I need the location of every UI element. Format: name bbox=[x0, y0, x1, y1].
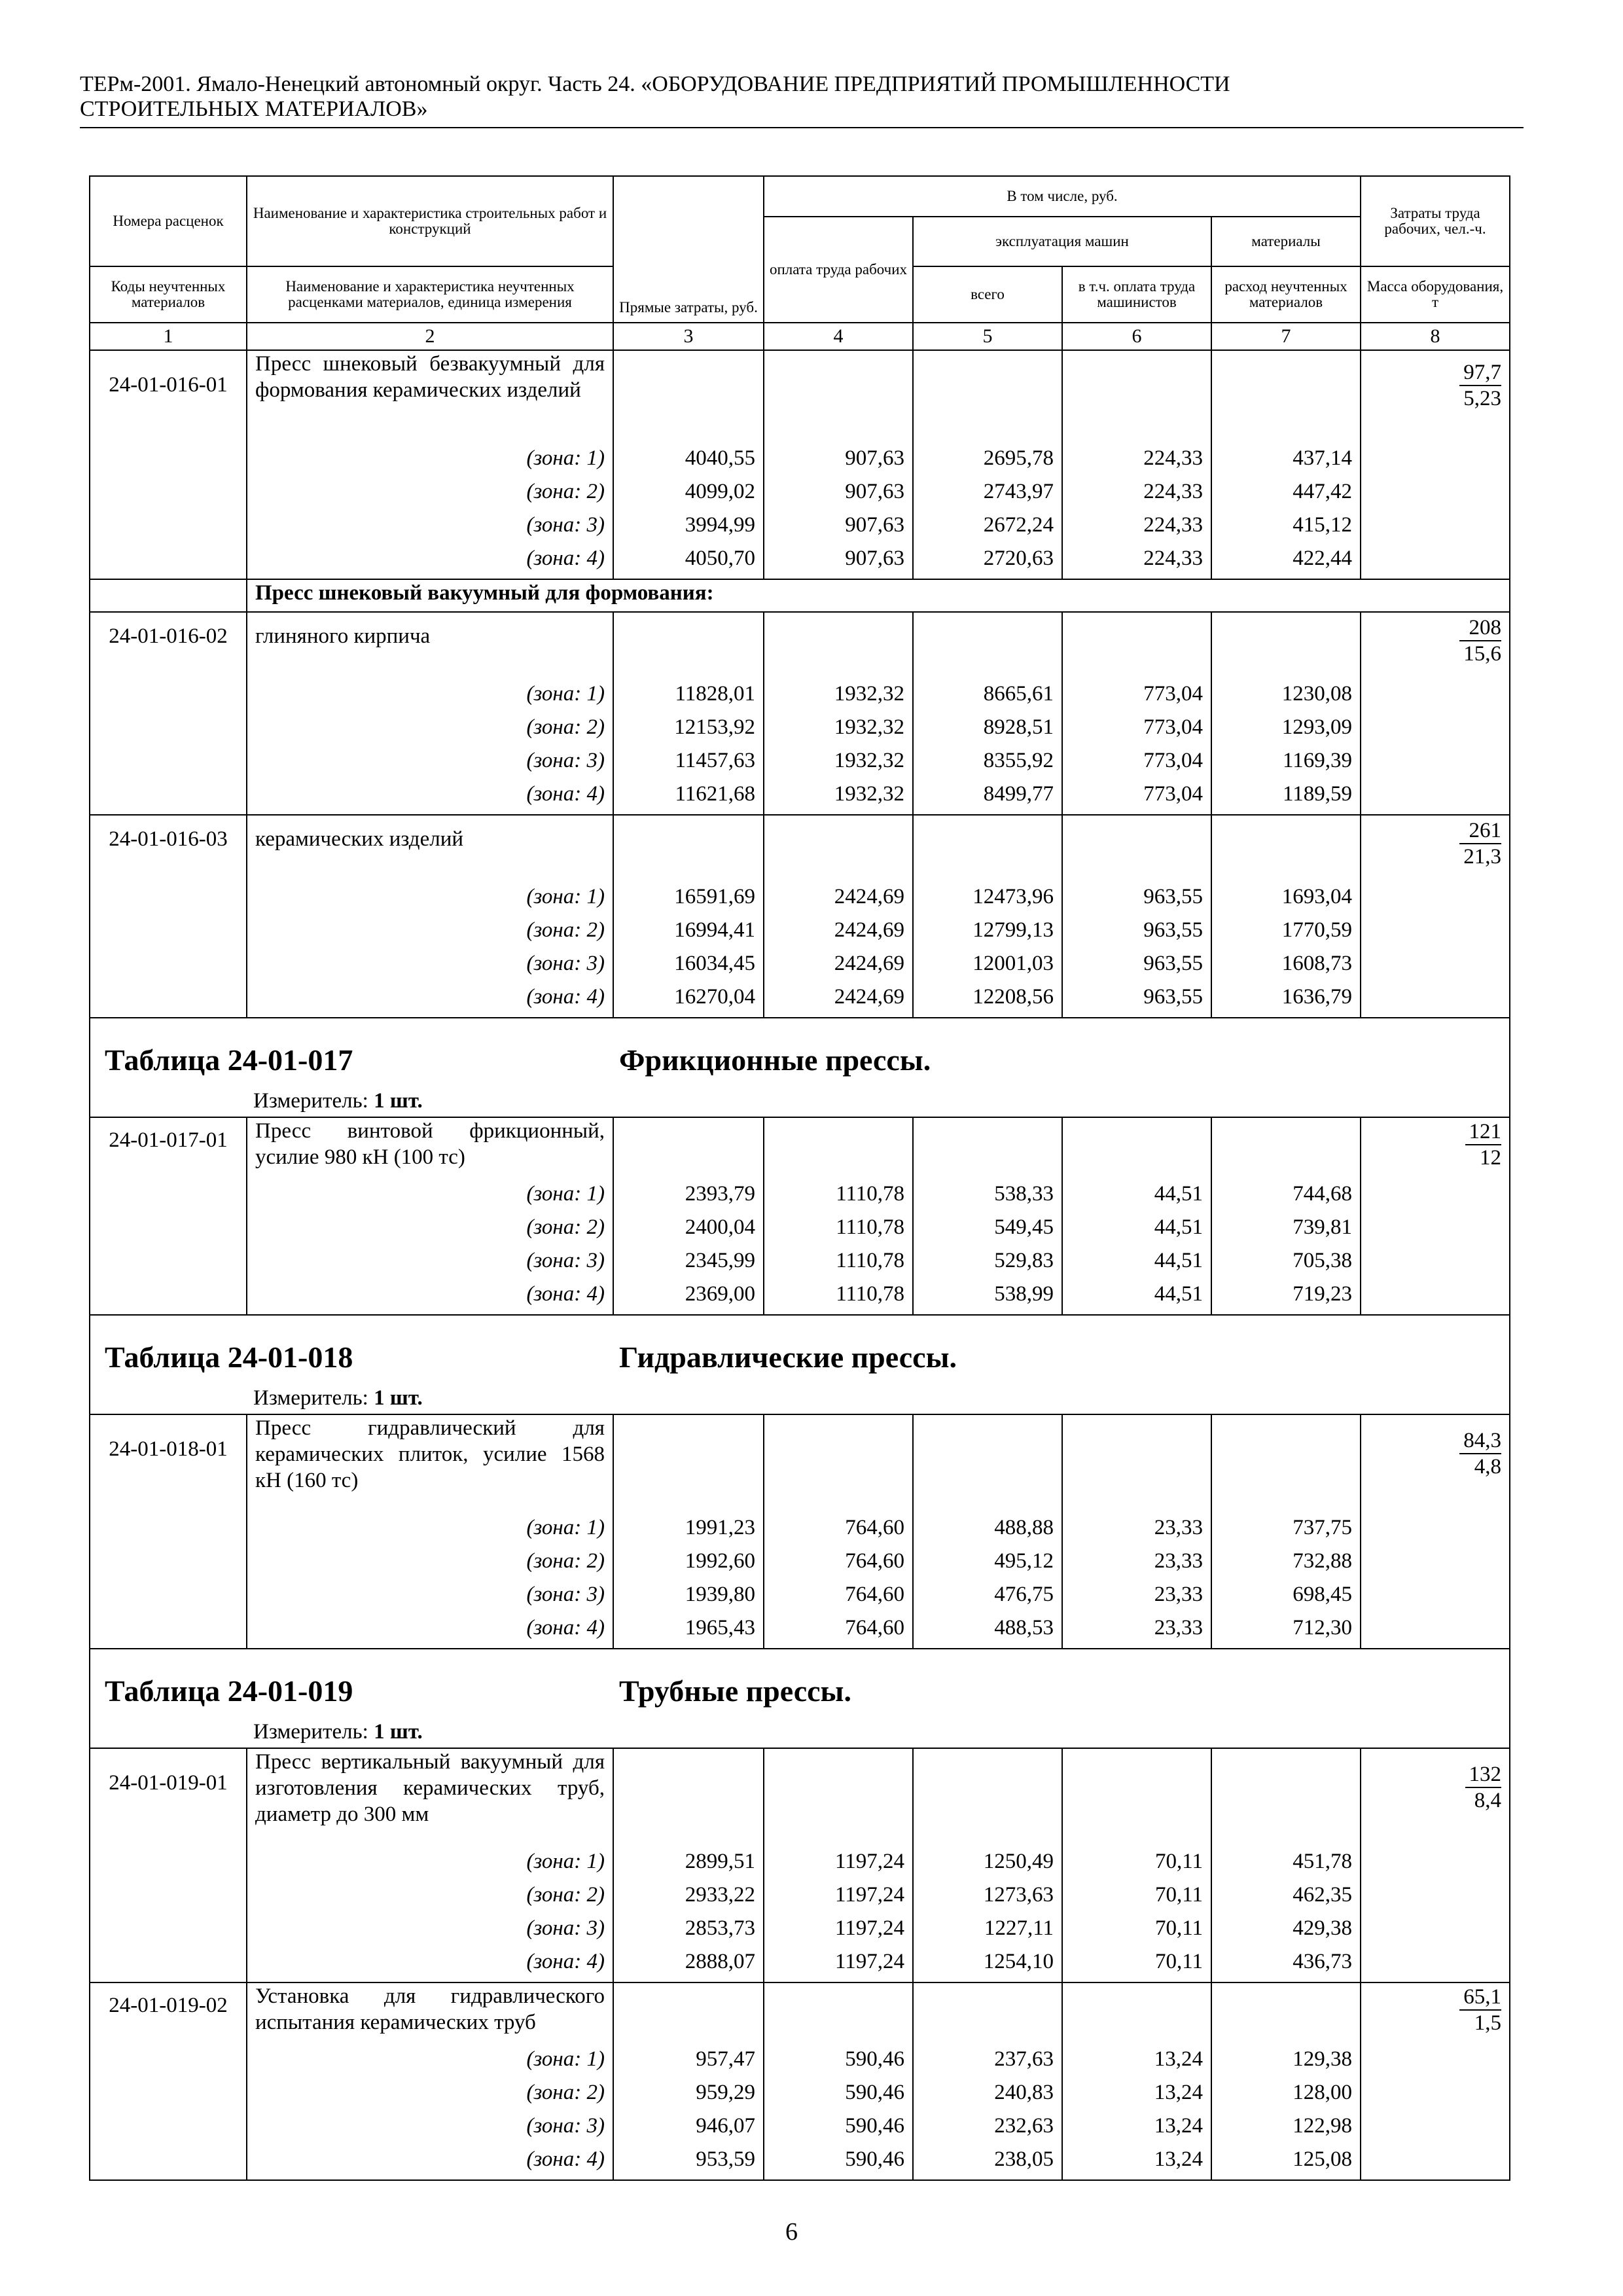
cell-machines: 488,53 bbox=[913, 1615, 1062, 1649]
entry-header-row bbox=[90, 815, 1510, 884]
col-number: 5 bbox=[913, 323, 1062, 350]
cell-machinists: 224,33 bbox=[1062, 512, 1211, 545]
cell-direct: 2899,51 bbox=[613, 1848, 764, 1882]
group-title-row bbox=[90, 579, 1510, 612]
cell-machinists: 70,11 bbox=[1062, 1915, 1211, 1948]
col-number: 3 bbox=[613, 323, 764, 350]
cell-wages: 907,63 bbox=[764, 512, 913, 545]
zone-label: (зона: 2) bbox=[247, 1548, 613, 1581]
cell-machines: 237,63 bbox=[913, 2046, 1062, 2079]
entry-header-row bbox=[90, 350, 1510, 445]
cell-wages: 590,46 bbox=[764, 2113, 913, 2146]
labor-mass-fraction bbox=[1361, 815, 1510, 884]
rate-code: 24-01-016-01 bbox=[90, 350, 247, 445]
measure-value: 1 шт. bbox=[374, 1386, 423, 1410]
zone-row bbox=[90, 445, 1510, 478]
cell-machinists: 13,24 bbox=[1062, 2146, 1211, 2180]
cell-machinists: 23,33 bbox=[1062, 1515, 1211, 1548]
cell-machines: 488,88 bbox=[913, 1515, 1062, 1548]
cell-wages: 1197,24 bbox=[764, 1915, 913, 1948]
cell-wages: 1932,32 bbox=[764, 747, 913, 781]
zone-row bbox=[90, 512, 1510, 545]
zone-row bbox=[90, 1247, 1510, 1281]
cell-direct: 1965,43 bbox=[613, 1615, 764, 1649]
cell-machinists: 773,04 bbox=[1062, 781, 1211, 815]
zone-label: (зона: 3) bbox=[247, 1581, 613, 1615]
cell-materials: 1230,08 bbox=[1211, 681, 1361, 714]
cell-materials: 436,73 bbox=[1211, 1948, 1361, 1982]
column-numbers-row bbox=[90, 323, 1510, 350]
zone-row bbox=[90, 747, 1510, 781]
cell-machines: 12208,56 bbox=[913, 984, 1062, 1018]
cell-wages: 1932,32 bbox=[764, 781, 913, 815]
cell-materials: 1293,09 bbox=[1211, 714, 1361, 747]
zone-row bbox=[90, 2079, 1510, 2113]
cell-machinists: 44,51 bbox=[1062, 1181, 1211, 1214]
col-header-material-consumption: расход неучтенных материалов bbox=[1211, 266, 1361, 323]
zone-label: (зона: 1) bbox=[247, 1515, 613, 1548]
cell-wages: 1932,32 bbox=[764, 714, 913, 747]
col-number: 4 bbox=[764, 323, 913, 350]
mass-value: 1,5 bbox=[1474, 2011, 1502, 2035]
cell-materials: 451,78 bbox=[1211, 1848, 1361, 1882]
zone-row bbox=[90, 1548, 1510, 1581]
cell-wages: 1197,24 bbox=[764, 1848, 913, 1882]
zone-row bbox=[90, 1915, 1510, 1948]
rate-code: 24-01-019-02 bbox=[90, 1982, 247, 2046]
cell-materials: 422,44 bbox=[1211, 545, 1361, 579]
zone-row bbox=[90, 917, 1510, 950]
cell-machinists: 773,04 bbox=[1062, 747, 1211, 781]
zone-label: (зона: 1) bbox=[247, 1181, 613, 1214]
cell-materials: 128,00 bbox=[1211, 2079, 1361, 2113]
mass-value: 12 bbox=[1480, 1146, 1502, 1170]
rate-code: 24-01-016-03 bbox=[90, 815, 247, 884]
cell-wages: 1110,78 bbox=[764, 1181, 913, 1214]
cell-direct: 16270,04 bbox=[613, 984, 764, 1018]
zone-row bbox=[90, 1848, 1510, 1882]
cell-machines: 529,83 bbox=[913, 1247, 1062, 1281]
rate-name: Пресс вертикальный вакуумный для изготовления керамических труб, диаметр до 300 мм bbox=[247, 1748, 613, 1848]
rate-name: глиняного кирпича bbox=[247, 612, 613, 681]
rate-name: керамических изделий bbox=[247, 815, 613, 884]
cell-materials: 737,75 bbox=[1211, 1515, 1361, 1548]
mass-value: 5,23 bbox=[1463, 387, 1502, 410]
cell-machines: 8499,77 bbox=[913, 781, 1062, 815]
cell-direct: 16994,41 bbox=[613, 917, 764, 950]
cell-wages: 907,63 bbox=[764, 445, 913, 478]
rate-code: 24-01-019-01 bbox=[90, 1748, 247, 1848]
zone-row bbox=[90, 2113, 1510, 2146]
cell-machinists: 13,24 bbox=[1062, 2079, 1211, 2113]
cell-materials: 1693,04 bbox=[1211, 884, 1361, 917]
table-number: Таблица 24-01-018 bbox=[105, 1340, 353, 1374]
cell-machines: 12799,13 bbox=[913, 917, 1062, 950]
zone-label: (зона: 2) bbox=[247, 478, 613, 512]
cell-materials: 437,14 bbox=[1211, 445, 1361, 478]
cell-machinists: 963,55 bbox=[1062, 884, 1211, 917]
labor-mass-fraction bbox=[1361, 1117, 1510, 1181]
header-rule bbox=[80, 127, 1524, 128]
cell-machines: 1227,11 bbox=[913, 1915, 1062, 1948]
zone-label: (зона: 4) bbox=[247, 1948, 613, 1982]
cell-wages: 764,60 bbox=[764, 1581, 913, 1615]
table-measure bbox=[253, 1385, 423, 1411]
cell-materials: 1770,59 bbox=[1211, 917, 1361, 950]
table-measure bbox=[253, 1719, 423, 1745]
cell-wages: 2424,69 bbox=[764, 984, 913, 1018]
rate-name: Пресс винтовой фрикционный, усилие 980 кН (100 тс) bbox=[247, 1117, 613, 1181]
running-header-line-2: СТРОИТЕЛЬНЫХ МАТЕРИАЛОВ» bbox=[80, 97, 428, 121]
mass-value: 4,8 bbox=[1474, 1455, 1502, 1479]
cell-machines: 8928,51 bbox=[913, 714, 1062, 747]
cell-direct: 1991,23 bbox=[613, 1515, 764, 1548]
zone-label: (зона: 4) bbox=[247, 1281, 613, 1315]
zone-label: (зона: 3) bbox=[247, 2113, 613, 2146]
cell-direct: 946,07 bbox=[613, 2113, 764, 2146]
cell-direct: 957,47 bbox=[613, 2046, 764, 2079]
zone-label: (зона: 3) bbox=[247, 512, 613, 545]
cell-machines: 240,83 bbox=[913, 2079, 1062, 2113]
cell-wages: 590,46 bbox=[764, 2046, 913, 2079]
cell-machines: 2672,24 bbox=[913, 512, 1062, 545]
cell-machinists: 963,55 bbox=[1062, 950, 1211, 984]
cell-direct: 2400,04 bbox=[613, 1214, 764, 1247]
col-number: 6 bbox=[1062, 323, 1211, 350]
labor-mass-fraction bbox=[1361, 1982, 1510, 2046]
cell-direct: 12153,92 bbox=[613, 714, 764, 747]
cell-wages: 2424,69 bbox=[764, 917, 913, 950]
cell-machines: 538,99 bbox=[913, 1281, 1062, 1315]
cell-machinists: 773,04 bbox=[1062, 714, 1211, 747]
cell-machinists: 224,33 bbox=[1062, 445, 1211, 478]
table-title-row bbox=[90, 1018, 1510, 1117]
measure-value: 1 шт. bbox=[374, 1089, 423, 1113]
col-header-name: Наименование и характеристика строительных работ и конструкций bbox=[247, 176, 613, 266]
zone-label: (зона: 4) bbox=[247, 545, 613, 579]
col-header-machines-total: всего bbox=[913, 266, 1062, 323]
rate-name: Установка для гидравлического испытания керамических труб bbox=[247, 1982, 613, 2046]
measure-label: Измеритель: bbox=[253, 1386, 368, 1410]
cell-direct: 2393,79 bbox=[613, 1181, 764, 1214]
rate-code: 24-01-016-02 bbox=[90, 612, 247, 681]
cell-direct: 11621,68 bbox=[613, 781, 764, 815]
zone-label: (зона: 4) bbox=[247, 984, 613, 1018]
col-number: 1 bbox=[90, 323, 247, 350]
zone-row bbox=[90, 714, 1510, 747]
cell-machinists: 70,11 bbox=[1062, 1882, 1211, 1915]
zone-row bbox=[90, 1615, 1510, 1649]
zone-row bbox=[90, 1214, 1510, 1247]
table-heading: Гидравлические прессы. bbox=[619, 1340, 957, 1374]
cell-machines: 1273,63 bbox=[913, 1882, 1062, 1915]
table-number: Таблица 24-01-017 bbox=[105, 1043, 353, 1077]
entry-header-row bbox=[90, 1748, 1510, 1848]
cell-machines: 8355,92 bbox=[913, 747, 1062, 781]
zone-label: (зона: 2) bbox=[247, 1214, 613, 1247]
cell-direct: 3994,99 bbox=[613, 512, 764, 545]
cell-machines: 12473,96 bbox=[913, 884, 1062, 917]
cell-wages: 590,46 bbox=[764, 2079, 913, 2113]
zone-row bbox=[90, 2146, 1510, 2180]
cell-direct: 1992,60 bbox=[613, 1548, 764, 1581]
table-title-row bbox=[90, 1315, 1510, 1414]
header-row-1 bbox=[90, 176, 1510, 217]
col-number: 8 bbox=[1361, 323, 1510, 350]
cell-machines: 1250,49 bbox=[913, 1848, 1062, 1882]
cell-machinists: 44,51 bbox=[1062, 1214, 1211, 1247]
cell-machines: 2743,97 bbox=[913, 478, 1062, 512]
zone-label: (зона: 2) bbox=[247, 1882, 613, 1915]
cell-materials: 122,98 bbox=[1211, 2113, 1361, 2146]
cell-materials: 462,35 bbox=[1211, 1882, 1361, 1915]
cell-machinists: 23,33 bbox=[1062, 1548, 1211, 1581]
cell-direct: 2369,00 bbox=[613, 1281, 764, 1315]
zone-row bbox=[90, 545, 1510, 579]
col-number: 7 bbox=[1211, 323, 1361, 350]
labor-value: 261 bbox=[1459, 818, 1501, 844]
col-header-mass: Масса оборудования, т bbox=[1361, 266, 1510, 323]
cell-machines: 2695,78 bbox=[913, 445, 1062, 478]
cell-machines: 8665,61 bbox=[913, 681, 1062, 714]
cell-machinists: 70,11 bbox=[1062, 1848, 1211, 1882]
cell-wages: 1197,24 bbox=[764, 1948, 913, 1982]
mass-value: 8,4 bbox=[1474, 1789, 1502, 1812]
table-title-row bbox=[90, 1649, 1510, 1748]
col-header-materials: материалы bbox=[1211, 217, 1361, 266]
cell-direct: 2933,22 bbox=[613, 1882, 764, 1915]
cell-machinists: 224,33 bbox=[1062, 545, 1211, 579]
cell-wages: 2424,69 bbox=[764, 950, 913, 984]
cell-machines: 238,05 bbox=[913, 2146, 1062, 2180]
zone-label: (зона: 3) bbox=[247, 1915, 613, 1948]
cell-wages: 764,60 bbox=[764, 1515, 913, 1548]
zone-row bbox=[90, 1281, 1510, 1315]
zone-row bbox=[90, 681, 1510, 714]
table-heading: Трубные прессы. bbox=[619, 1674, 851, 1708]
rate-code: 24-01-017-01 bbox=[90, 1117, 247, 1181]
col-header-including: В том числе, руб. bbox=[764, 176, 1361, 217]
cell-direct: 1939,80 bbox=[613, 1581, 764, 1615]
zone-label: (зона: 1) bbox=[247, 445, 613, 478]
col-header-machinists-wages: в т.ч. оплата труда машинистов bbox=[1062, 266, 1211, 323]
cell-materials: 719,23 bbox=[1211, 1281, 1361, 1315]
entry-header-row bbox=[90, 1414, 1510, 1515]
cell-wages: 1110,78 bbox=[764, 1281, 913, 1315]
cell-direct: 16034,45 bbox=[613, 950, 764, 984]
cell-direct: 2345,99 bbox=[613, 1247, 764, 1281]
cell-materials: 732,88 bbox=[1211, 1548, 1361, 1581]
rate-code: 24-01-018-01 bbox=[90, 1414, 247, 1515]
labor-value: 97,7 bbox=[1459, 360, 1501, 386]
zone-row bbox=[90, 984, 1510, 1018]
table-heading: Фрикционные прессы. bbox=[619, 1043, 931, 1077]
col-header-wages: оплата труда рабочих bbox=[764, 217, 913, 323]
table-number: Таблица 24-01-019 bbox=[105, 1674, 353, 1708]
zone-label: (зона: 1) bbox=[247, 681, 613, 714]
labor-value: 84,3 bbox=[1459, 1428, 1501, 1454]
cell-wages: 764,60 bbox=[764, 1548, 913, 1581]
cell-materials: 1169,39 bbox=[1211, 747, 1361, 781]
zone-row bbox=[90, 2046, 1510, 2079]
cell-direct: 959,29 bbox=[613, 2079, 764, 2113]
zone-label: (зона: 4) bbox=[247, 2146, 613, 2180]
col-header-material-names: Наименование и характеристика неучтенных расценками материалов, единица измерения bbox=[247, 266, 613, 323]
cell-machines: 495,12 bbox=[913, 1548, 1062, 1581]
cell-direct: 4099,02 bbox=[613, 478, 764, 512]
cell-machinists: 70,11 bbox=[1062, 1948, 1211, 1982]
cell-machines: 538,33 bbox=[913, 1181, 1062, 1214]
cell-direct: 4040,55 bbox=[613, 445, 764, 478]
zone-row bbox=[90, 1181, 1510, 1214]
cell-machines: 476,75 bbox=[913, 1581, 1062, 1615]
cell-materials: 129,38 bbox=[1211, 2046, 1361, 2079]
zone-row bbox=[90, 950, 1510, 984]
running-header bbox=[80, 72, 1520, 122]
measure-label: Измеритель: bbox=[253, 1089, 368, 1113]
zone-label: (зона: 4) bbox=[247, 1615, 613, 1649]
labor-mass-fraction bbox=[1361, 350, 1510, 445]
cell-materials: 698,45 bbox=[1211, 1581, 1361, 1615]
labor-value: 132 bbox=[1465, 1762, 1502, 1788]
zone-label: (зона: 1) bbox=[247, 1848, 613, 1882]
cell-wages: 1197,24 bbox=[764, 1882, 913, 1915]
page-number: 6 bbox=[785, 2218, 798, 2246]
col-number: 2 bbox=[247, 323, 613, 350]
labor-value: 65,1 bbox=[1459, 1984, 1501, 2011]
cell-machinists: 224,33 bbox=[1062, 478, 1211, 512]
measure-label: Измеритель: bbox=[253, 1720, 368, 1744]
price-table bbox=[89, 175, 1510, 2181]
labor-mass-fraction bbox=[1361, 1748, 1510, 1848]
zone-row bbox=[90, 1948, 1510, 1982]
cell-machines: 232,63 bbox=[913, 2113, 1062, 2146]
cell-direct: 11457,63 bbox=[613, 747, 764, 781]
group-title: Пресс шнековый вакуумный для формования: bbox=[247, 579, 1510, 612]
cell-wages: 907,63 bbox=[764, 478, 913, 512]
zone-label: (зона: 3) bbox=[247, 950, 613, 984]
cell-machinists: 773,04 bbox=[1062, 681, 1211, 714]
cell-direct: 11828,01 bbox=[613, 681, 764, 714]
col-header-codes: Номера расценок bbox=[90, 176, 247, 266]
zone-label: (зона: 2) bbox=[247, 714, 613, 747]
cell-machinists: 963,55 bbox=[1062, 984, 1211, 1018]
cell-machinists: 44,51 bbox=[1062, 1247, 1211, 1281]
cell-materials: 1636,79 bbox=[1211, 984, 1361, 1018]
cell-machines: 2720,63 bbox=[913, 545, 1062, 579]
cell-machines: 549,45 bbox=[913, 1214, 1062, 1247]
cell-materials: 705,38 bbox=[1211, 1247, 1361, 1281]
cell-direct: 2853,73 bbox=[613, 1915, 764, 1948]
zone-label: (зона: 4) bbox=[247, 781, 613, 815]
cell-materials: 1608,73 bbox=[1211, 950, 1361, 984]
zone-row bbox=[90, 884, 1510, 917]
cell-wages: 1110,78 bbox=[764, 1214, 913, 1247]
cell-materials: 125,08 bbox=[1211, 2146, 1361, 2180]
labor-mass-fraction bbox=[1361, 612, 1510, 681]
cell-materials: 415,12 bbox=[1211, 512, 1361, 545]
cell-materials: 447,42 bbox=[1211, 478, 1361, 512]
entry-header-row bbox=[90, 612, 1510, 681]
labor-mass-fraction bbox=[1361, 1414, 1510, 1515]
table-measure bbox=[253, 1088, 423, 1114]
col-header-material-codes: Коды неучтенных материалов bbox=[90, 266, 247, 323]
cell-materials: 712,30 bbox=[1211, 1615, 1361, 1649]
rate-name: Пресс шнековый безвакуумный для формования керамических изделий bbox=[247, 350, 613, 445]
cell-machinists: 44,51 bbox=[1062, 1281, 1211, 1315]
cell-machinists: 963,55 bbox=[1062, 917, 1211, 950]
running-header-line-1: ТЕРм-2001. Ямало-Ненецкий автономный округ. Часть 24. «ОБОРУДОВАНИЕ ПРЕДПРИЯТИЙ ПРОМЫШЛЕННОСТИ bbox=[80, 72, 1230, 96]
cell-direct: 16591,69 bbox=[613, 884, 764, 917]
cell-materials: 429,38 bbox=[1211, 1915, 1361, 1948]
entry-header-row bbox=[90, 1117, 1510, 1181]
col-header-direct-costs: Прямые затраты, руб. bbox=[613, 176, 764, 323]
zone-label: (зона: 1) bbox=[247, 884, 613, 917]
zone-label: (зона: 3) bbox=[247, 747, 613, 781]
cell-wages: 590,46 bbox=[764, 2146, 913, 2180]
col-header-machines: эксплуатация машин bbox=[913, 217, 1211, 266]
zone-label: (зона: 3) bbox=[247, 1247, 613, 1281]
cell-wages: 764,60 bbox=[764, 1615, 913, 1649]
cell-machinists: 13,24 bbox=[1062, 2113, 1211, 2146]
cell-materials: 739,81 bbox=[1211, 1214, 1361, 1247]
labor-value: 121 bbox=[1465, 1119, 1502, 1145]
cell-wages: 1110,78 bbox=[764, 1247, 913, 1281]
cell-wages: 1932,32 bbox=[764, 681, 913, 714]
mass-value: 15,6 bbox=[1463, 642, 1502, 666]
cell-wages: 907,63 bbox=[764, 545, 913, 579]
zone-label: (зона: 1) bbox=[247, 2046, 613, 2079]
zone-row bbox=[90, 1882, 1510, 1915]
labor-value: 208 bbox=[1459, 615, 1501, 641]
mass-value: 21,3 bbox=[1463, 845, 1502, 869]
cell-machines: 1254,10 bbox=[913, 1948, 1062, 1982]
zone-row bbox=[90, 1515, 1510, 1548]
cell-wages: 2424,69 bbox=[764, 884, 913, 917]
cell-machinists: 23,33 bbox=[1062, 1581, 1211, 1615]
zone-row bbox=[90, 478, 1510, 512]
zone-label: (зона: 2) bbox=[247, 2079, 613, 2113]
cell-machines: 12001,03 bbox=[913, 950, 1062, 984]
cell-direct: 953,59 bbox=[613, 2146, 764, 2180]
entry-header-row bbox=[90, 1982, 1510, 2046]
cell-direct: 2888,07 bbox=[613, 1948, 764, 1982]
col-header-labor: Затраты труда рабочих, чел.-ч. bbox=[1361, 176, 1510, 266]
cell-materials: 744,68 bbox=[1211, 1181, 1361, 1214]
measure-value: 1 шт. bbox=[374, 1720, 423, 1744]
zone-row bbox=[90, 1581, 1510, 1615]
rate-name: Пресс гидравлический для керамических плиток, усилие 1568 кН (160 тс) bbox=[247, 1414, 613, 1515]
cell-machinists: 13,24 bbox=[1062, 2046, 1211, 2079]
zone-row bbox=[90, 781, 1510, 815]
zone-label: (зона: 2) bbox=[247, 917, 613, 950]
cell-machinists: 23,33 bbox=[1062, 1615, 1211, 1649]
cell-direct: 4050,70 bbox=[613, 545, 764, 579]
cell-materials: 1189,59 bbox=[1211, 781, 1361, 815]
